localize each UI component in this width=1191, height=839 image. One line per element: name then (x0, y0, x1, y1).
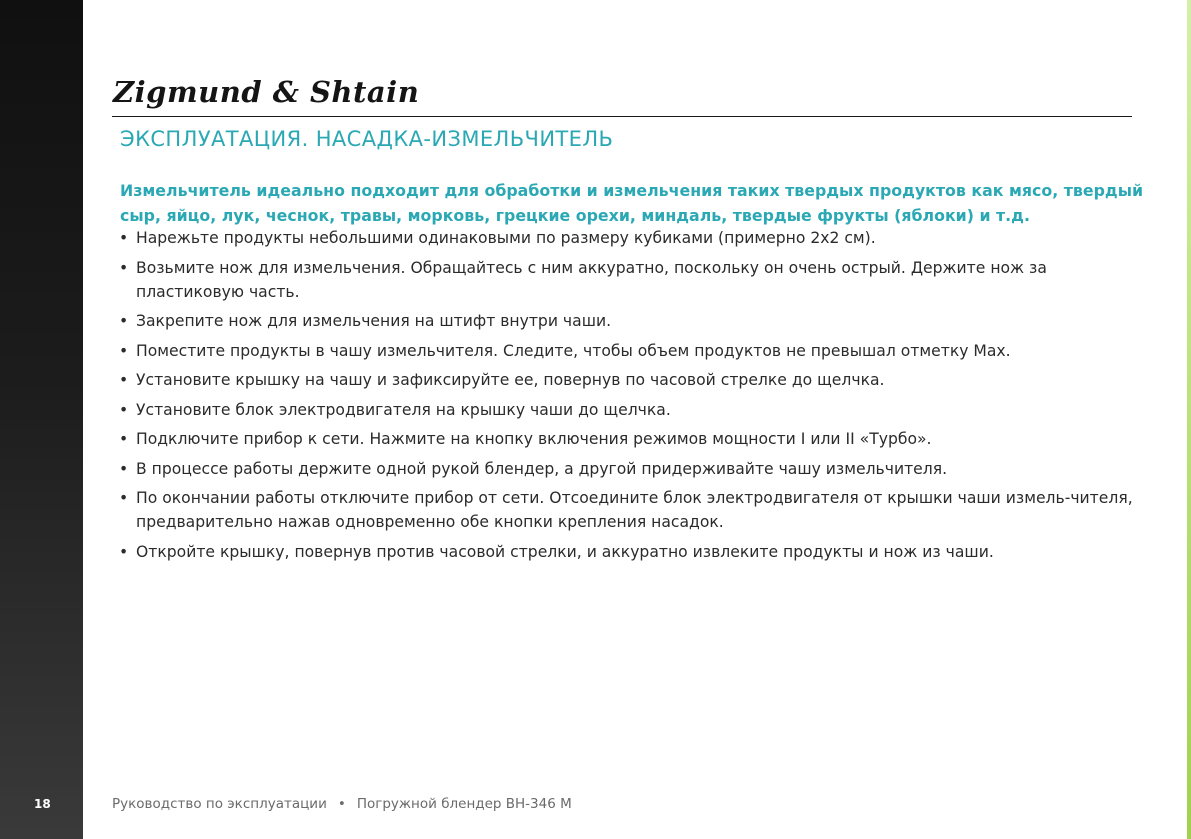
footer-manual-title: Руководство по эксплуатации (112, 796, 327, 812)
section-title: ЭКСПЛУАТАЦИЯ. НАСАДКА-ИЗМЕЛЬЧИТЕЛЬ (120, 127, 614, 151)
right-edge-strip (1187, 0, 1191, 839)
list-item: • Нарежьте продукты небольшими одинаковыми по размеру кубиками (примерно 2х2 см). (119, 226, 1149, 250)
list-item: • Установите крышку на чашу и зафиксируйте ее, повернув по часовой стрелке до щелчка. (119, 368, 1149, 392)
list-item: • Поместите продукты в чашу измельчителя. Следите, чтобы объем продуктов не превышал отметку Max. (119, 339, 1149, 363)
list-item: • Закрепите нож для измельчения на штифт внутри чаши. (119, 309, 1149, 333)
list-item: • По окончании работы отключите прибор от сети. Отсоедините блок электродвигателя от крышки чаши измель-чителя, предварительно нажав одновременно обе кнопки крепления насадок. (119, 486, 1149, 534)
brand-logo: Zigmund & Shtain (113, 75, 420, 109)
list-item: • Откройте крышку, повернув против часовой стрелки, и аккуратно извлеките продукты и нож из чаши. (119, 540, 1149, 564)
header-divider (112, 116, 1132, 117)
list-item: • В процессе работы держите одной рукой блендер, а другой придерживайте чашу измельчителя. (119, 457, 1149, 481)
instruction-list (119, 226, 1149, 569)
list-item: • Возьмите нож для измельчения. Обращайтесь с ним аккуратно, поскольку он очень острый. Держите нож за пластиковую часть. (119, 256, 1149, 304)
list-item: • Подключите прибор к сети. Нажмите на кнопку включения режимов мощности I или II «Турбо». (119, 427, 1149, 451)
footer-product-name: Погружной блендер BH-346 M (356, 796, 572, 812)
page-number: 18 (34, 797, 51, 811)
list-item: • Установите блок электродвигателя на крышку чаши до щелчка. (119, 398, 1149, 422)
section-intro: Измельчитель идеально подходит для обработки и измельчения таких твердых продуктов как мясо, твердый сыр, яйцо, лук, чеснок, травы, морковь, грецкие орехи, миндаль, твердые фрукты (яблоки) и т.д. (120, 181, 1144, 225)
footer-separator: • (337, 796, 346, 812)
left-sidebar-strip (0, 0, 83, 839)
page-footer (112, 794, 572, 814)
